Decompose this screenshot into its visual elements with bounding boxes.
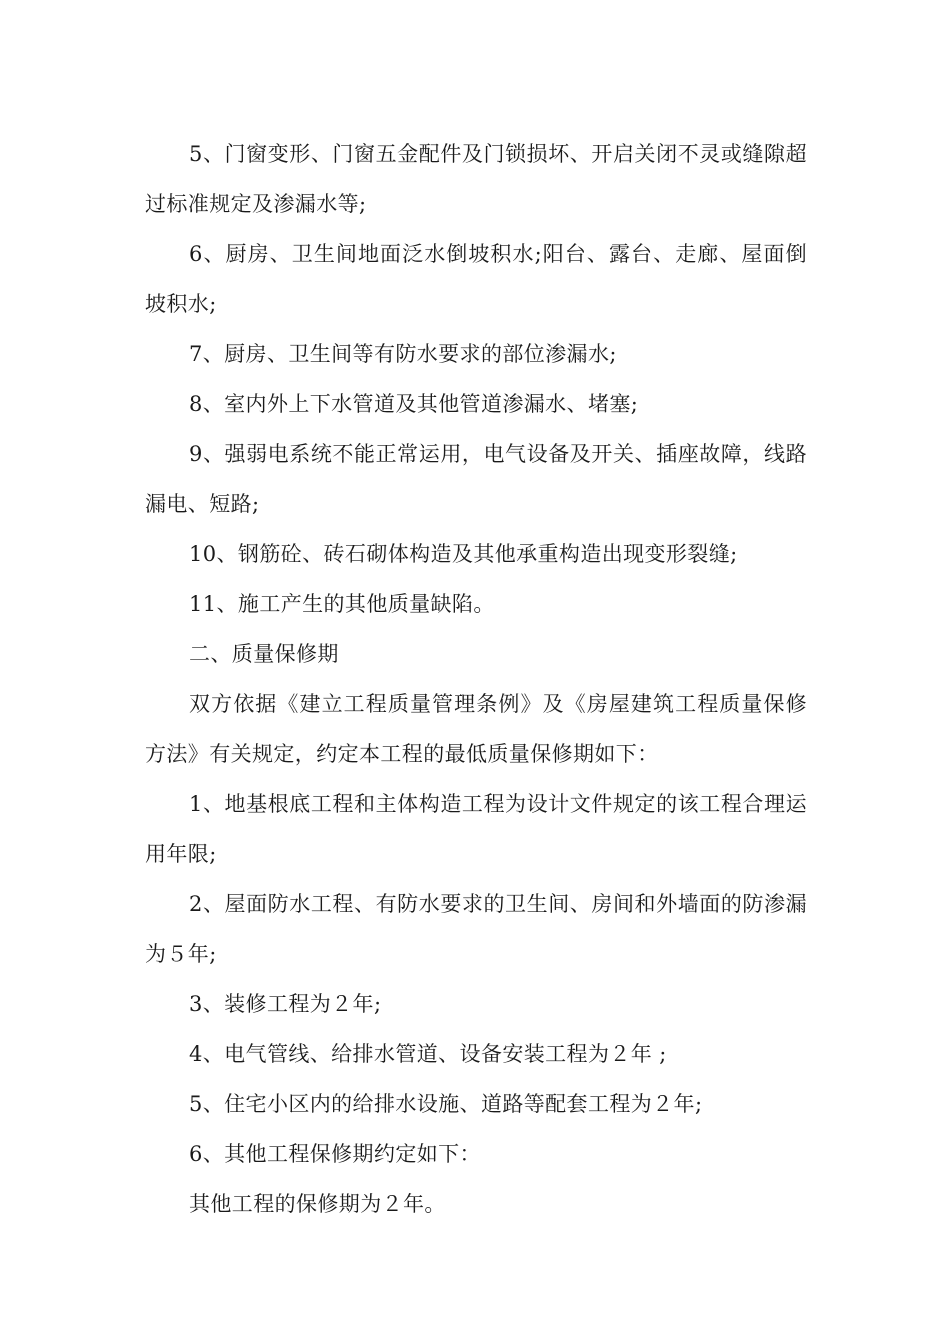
warranty-item-5-community-facilities: 5、住宅小区内的给排水设施、道路等配套工程为２年; bbox=[189, 1092, 703, 1116]
warranty-item-2-waterproofing: 2、屋面防水工程、有防水要求的卫生间、房间和外墙面的防渗漏为５年; bbox=[145, 892, 807, 966]
clause-6-kitchen-bathroom-slope: 6、厨房、卫生间地面泛水倒坡积水;阳台、露台、走廊、屋面倒坡积水; bbox=[145, 242, 807, 316]
warranty-item-6-other: 6、其他工程保修期约定如下： bbox=[189, 1142, 481, 1166]
document-body bbox=[145, 129, 807, 1229]
clause-5-doors-windows: 5、门窗变形、门窗五金配件及门锁损坏、开启关闭不灵或缝隙超过标准规定及渗漏水等; bbox=[145, 142, 807, 216]
warranty-other-period: 其他工程的保修期为２年。 bbox=[189, 1192, 446, 1216]
clause-10-structure-cracks: 10、钢筋砼、砖石砌体构造及其他承重构造出现变形裂缝; bbox=[189, 542, 738, 566]
section-heading-warranty-period: 二、质量保修期 bbox=[189, 642, 339, 666]
warranty-item-3-decoration: 3、装修工程为２年; bbox=[189, 992, 382, 1016]
warranty-item-4-electrical-plumbing: 4、电气管线、给排水管道、设备安装工程为２年 ; bbox=[189, 1042, 667, 1066]
warranty-item-1-foundation: 1、地基根底工程和主体构造工程为设计文件规定的该工程合理运用年限; bbox=[145, 792, 807, 866]
clause-7-waterproof-leak: 7、厨房、卫生间等有防水要求的部位渗漏水; bbox=[189, 342, 617, 366]
clause-9-electrical: 9、强弱电系统不能正常运用，电气设备及开关、插座故障，线路漏电、短路; bbox=[145, 442, 807, 516]
warranty-intro: 双方依据《建立工程质量管理条例》及《房屋建筑工程质量保修方法》有关规定，约定本工程的最低质量保修期如下： bbox=[145, 692, 807, 766]
clause-11-other-defects: 11、施工产生的其他质量缺陷。 bbox=[189, 592, 495, 616]
clause-8-pipes-leak: 8、室内外上下水管道及其他管道渗漏水、堵塞; bbox=[189, 392, 639, 416]
